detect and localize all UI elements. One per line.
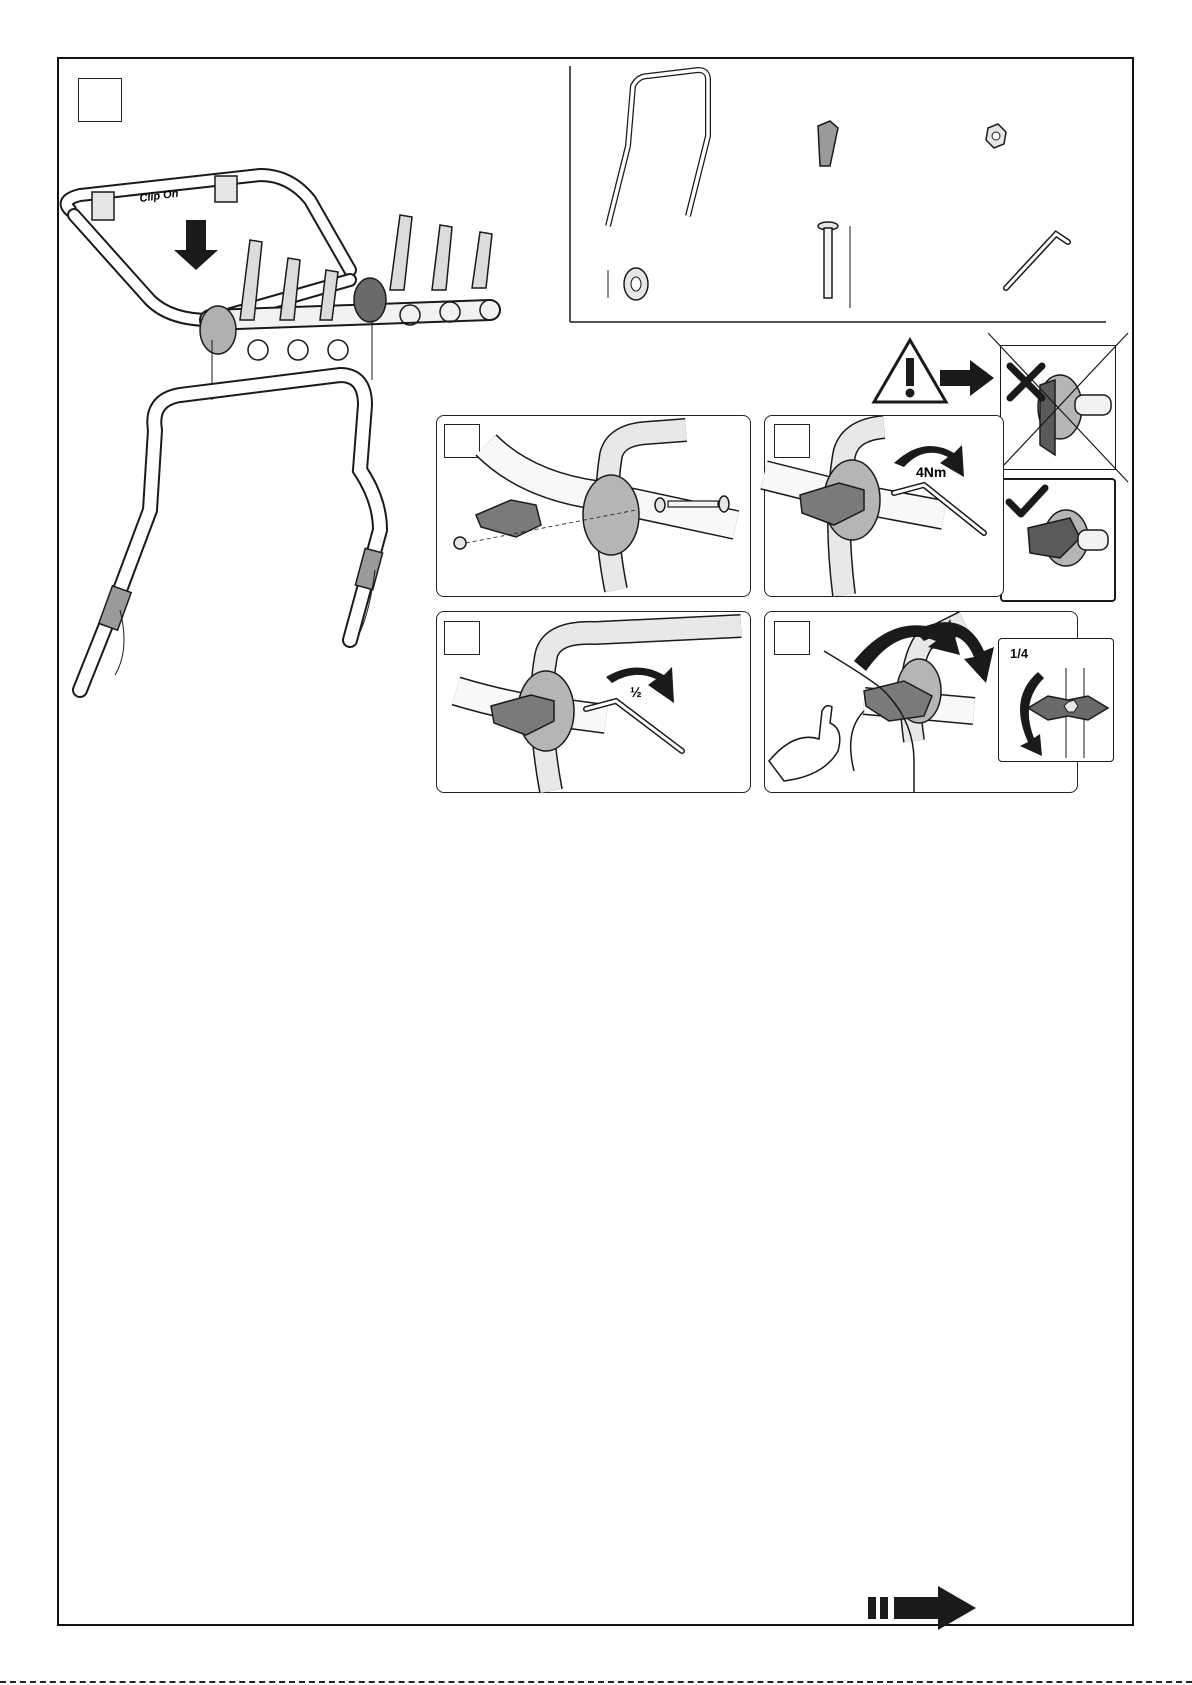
down-arrow-icon [174,220,218,270]
knob-part [818,121,838,166]
parts-panel [568,66,1108,326]
warning-arrow-icon [940,360,994,396]
check-mark-icon [1006,484,1048,520]
brand-label: Clip On [138,187,180,205]
cross-icon [1006,362,1046,402]
strong-arm-icon [769,706,840,781]
torque-label: 4Nm [916,464,947,480]
step-1-illustration [436,415,751,597]
warning-triangle-icon [872,338,948,404]
step-3-illustration [436,611,751,793]
main-step-number-box [78,78,122,122]
page-edge-line [0,1681,1192,1683]
half-turn-label: ½ [630,684,642,700]
next-page-arrow-icon[interactable] [868,1586,978,1632]
step-2-illustration [764,415,1004,597]
quarter-turn-label: 1/4 [1010,646,1029,661]
